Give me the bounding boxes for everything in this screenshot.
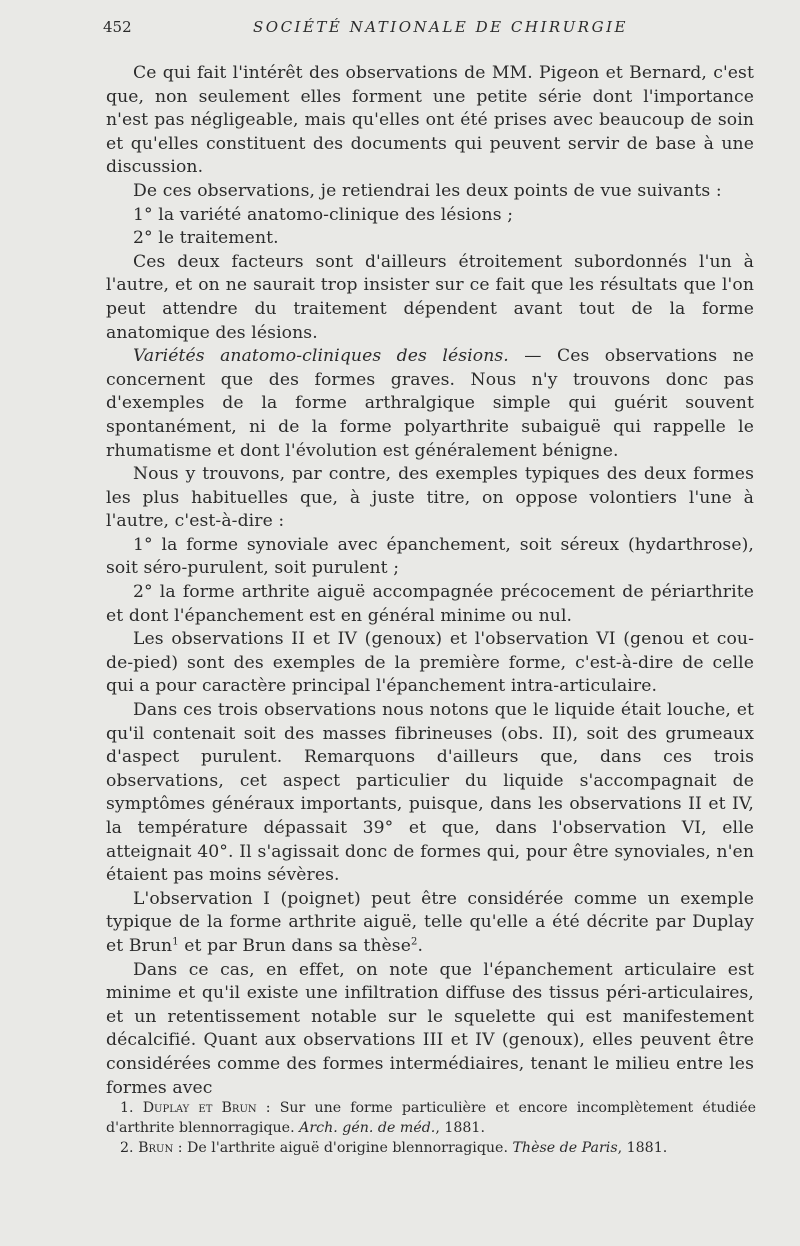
footnote-1-number: 1. <box>120 1100 134 1116</box>
paragraph-6: Dans ces trois observations nous notons que le liquide était louche, et qu'il contenait soit des masses fibrineuses (obs. II), soit des grumeaux d'aspect purulent. Remarquons d'ailleurs que, dans ces trois observations, cet aspect particulier du liquide s'accompagnait de symptômes généraux importants, puisque, dans les observations II et IV, la température dépassait 39° et que, dans l'observation VI, elle atteignait 40°. Il s'agissait donc de formes qui, pour être synoviales, n'en étaient pas moins sévères. <box>106 700 754 886</box>
list-item-4: 2° la forme arthrite aiguë accompagnée précocement de périarthrite et dont l'épanchement est en général minime ou nul. <box>106 582 754 626</box>
page-number: 452 <box>103 18 132 36</box>
paragraph-5: Les observations II et IV (genoux) et l'observation VI (genou et cou-de-pied) sont des exemples de la première forme, c'est-à-dire de celle qui a pour caractère principal l'épanchement intra-articulaire. <box>106 629 754 697</box>
footnote-2-text: : De l'arthrite aiguë d'origine blennorragique. <box>173 1140 513 1156</box>
footnotes <box>106 1098 756 1158</box>
running-header <box>103 18 750 40</box>
running-title: SOCIÉTÉ NATIONALE DE CHIRURGIE <box>253 18 628 36</box>
footnote-1-authors: Duplay et Brun <box>142 1100 257 1116</box>
footnote-1-text: : Sur une forme particulière et encore incomplètement étudiée d'arthrite blennorragique. <box>106 1100 757 1136</box>
footnote-2-end: , 1881. <box>617 1140 668 1156</box>
paragraph-1: Ce qui fait l'intérêt des observations de MM. Pigeon et Bernard, c'est que, non seulement elles forment une petite série dont l'importance n'est pas négligeable, mais qu'elles ont été prises avec beaucoup de soin et qu'elles constituent des documents qui peuvent servir de base à une discussion. <box>106 63 754 178</box>
list-item-1: 1° la variété anatomo-clinique des lésions ; <box>133 204 514 225</box>
section-paragraph <box>106 345 754 463</box>
paragraph-3: Ces deux facteurs sont d'ailleurs étroitement subordonnés l'un à l'autre, et on ne saurait trop insister sur ce fait que les résultats que l'on peut attendre du traitement dépendent avant tout de la forme anatomique des lésions. <box>106 251 754 343</box>
footnote-1 <box>106 1098 756 1138</box>
footnote-2-author: Brun <box>138 1140 174 1156</box>
paragraph-7-a: L'observation I (poignet) peut être considérée comme un exemple typique de la forme arthrite aiguë, telle qu'elle a été décrite par Duplay et Brun <box>106 888 754 956</box>
footnote-ref-1[interactable]: 1 <box>172 936 179 948</box>
footnote-2 <box>106 1138 756 1158</box>
list-item-3: 1° la forme synoviale avec épanchement, soit séreux (hydarthrose), soit séro-purulent, soit purulent ; <box>106 534 754 579</box>
list-item-2: 2° le traitement. <box>133 228 279 249</box>
paragraph-7-b: et par Brun dans sa thèse <box>178 935 411 956</box>
paragraph-2: De ces observations, je retiendrai les deux points de vue suivants : <box>133 180 722 201</box>
footnote-ref-2[interactable]: 2 <box>410 936 418 948</box>
section-text: — Ces observations ne concernent que des formes graves. Nous n'y trouvons donc pas d'exemples de la forme arthralgique simple qui guérit souvent spontanément, ni de la forme polyarthrite subaiguë qui rappelle le rhumatisme et dont l'évolution est généralement bénigne. <box>106 346 755 461</box>
main-text <box>106 62 754 1100</box>
section-heading: Variétés anatomo-cliniques des lésions. <box>133 346 509 367</box>
paragraph-8: Dans ce cas, en effet, on note que l'épanchement articulaire est minime et qu'il existe une infiltration diffuse des tissus péri-articulaires, et un retentissement notable sur le squelette qui est manifestement décalcifié. Quant aux observations III et IV (genoux), elles peuvent être considérées comme des formes intermédiaires, tenant le milieu entre les formes avec <box>106 959 754 1098</box>
footnote-2-thesis: Thèse de Paris <box>512 1140 618 1156</box>
paragraph-7 <box>106 888 754 959</box>
paragraph-7-c: . <box>417 935 424 956</box>
footnote-2-number: 2. <box>120 1140 134 1156</box>
footnote-1-end: , 1881. <box>435 1120 485 1136</box>
paragraph-4: Nous y trouvons, par contre, des exemples typiques des deux formes les plus habituelles que, à juste titre, on oppose volontiers l'une à l'autre, c'est-à-dire : <box>106 464 754 532</box>
footnote-1-journal: Arch. gén. de méd. <box>299 1120 436 1136</box>
